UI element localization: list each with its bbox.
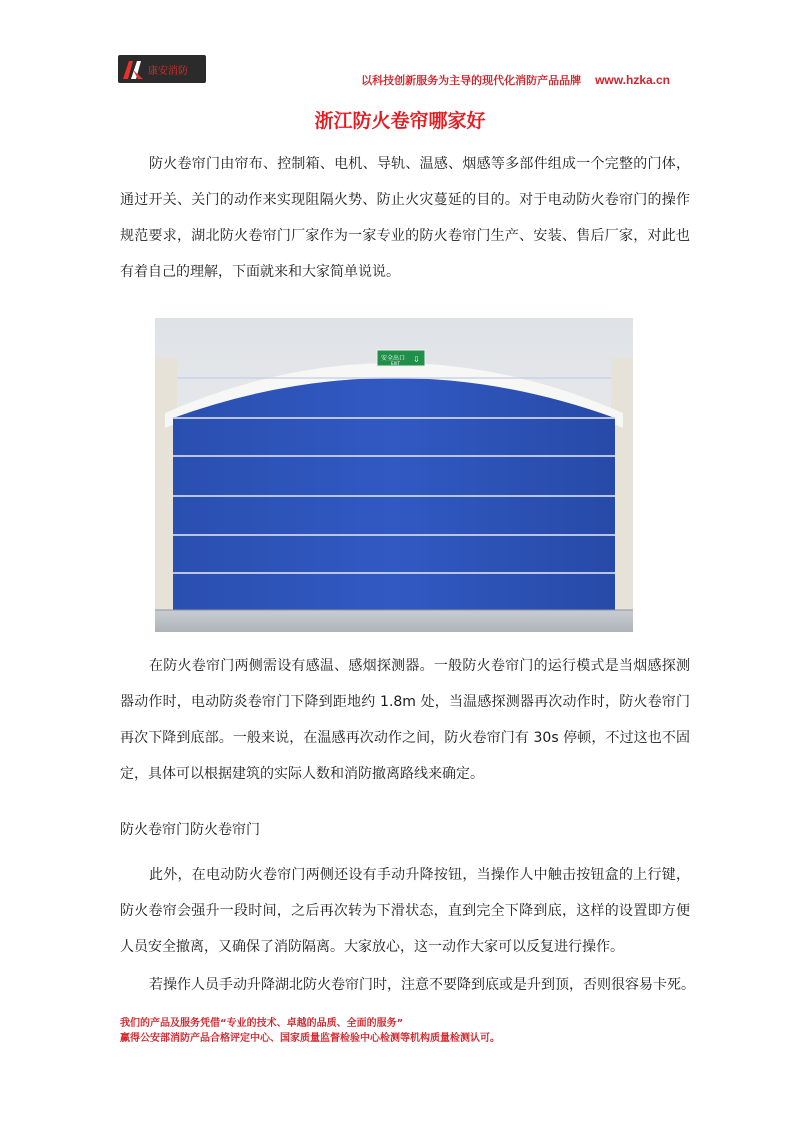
footer-line-2: 赢得公安部消防产品合格评定中心、国家质量监督检验中心检测等机构质量检测认可。	[120, 1033, 500, 1044]
company-logo	[118, 55, 206, 83]
exit-sign-subtext: EXIT	[391, 361, 400, 366]
paragraph-detectors: 在防火卷帘门两侧需设有感温、感烟探测器。一般防火卷帘门的运行模式是当烟感探测器动作时，电动防炎卷帘门下降到距地约 1.8m 处，当温感探测器再次动作时，防火卷帘门再次下降到底部。一般来说，在温感再次动作之间，防火卷帘门有 30s 停顿，不过这也不固定，具体可以根据建筑的实际人数和消防撤离路线来确定。	[120, 658, 690, 782]
exit-sign-icon	[377, 350, 425, 366]
header-slogan	[360, 72, 670, 88]
paragraph-caution: 若操作人员手动升降湖北防火卷帘门时，注意不要降到底或是升到顶，否则很容易卡死。	[149, 977, 695, 993]
fire-shutter-photo	[155, 318, 633, 632]
logo-text: 康安消防	[148, 65, 188, 77]
section-subheading: 防火卷帘门防火卷帘门	[120, 822, 260, 838]
website-link[interactable]: www.hzka.cn	[595, 73, 670, 87]
svg-text:⇩: ⇩	[413, 355, 420, 364]
paragraph-intro: 防火卷帘门由帘布、控制箱、电机、导轨、温感、烟感等多部件组成一个完整的门体，通过开关、关门的动作来实现阻隔火势、防止火灾蔓延的目的。对于电动防火卷帘门的操作规范要求，湖北防火卷帘门厂家作为一家专业的防火卷帘门生产、安装、售后厂家，对此也有着自己的理解，下面就来和大家简单说说。	[120, 156, 690, 280]
kangan-logo-icon	[120, 56, 146, 82]
exit-sign-text: 安全出口	[381, 355, 406, 362]
slogan-text: 以科技创新服务为主导的现代化消防产品品牌	[361, 74, 582, 87]
footer-statement	[120, 1016, 500, 1046]
page-title: 浙江防火卷帘哪家好	[314, 110, 486, 132]
paragraph-manual-buttons: 此外，在电动防火卷帘门两侧还设有手动升降按钮，当操作人中触击按钮盒的上行键，防火卷帘会强升一段时间，之后再次转为下滑状态，直到完全下降到底，这样的设置即方便人员安全撤离，又确保了消防隔离。大家放心，这一动作大家可以反复进行操作。	[120, 867, 690, 955]
footer-line-1: 我们的产品及服务凭借“专业的技术、卓越的品质、全面的服务”	[120, 1018, 404, 1029]
